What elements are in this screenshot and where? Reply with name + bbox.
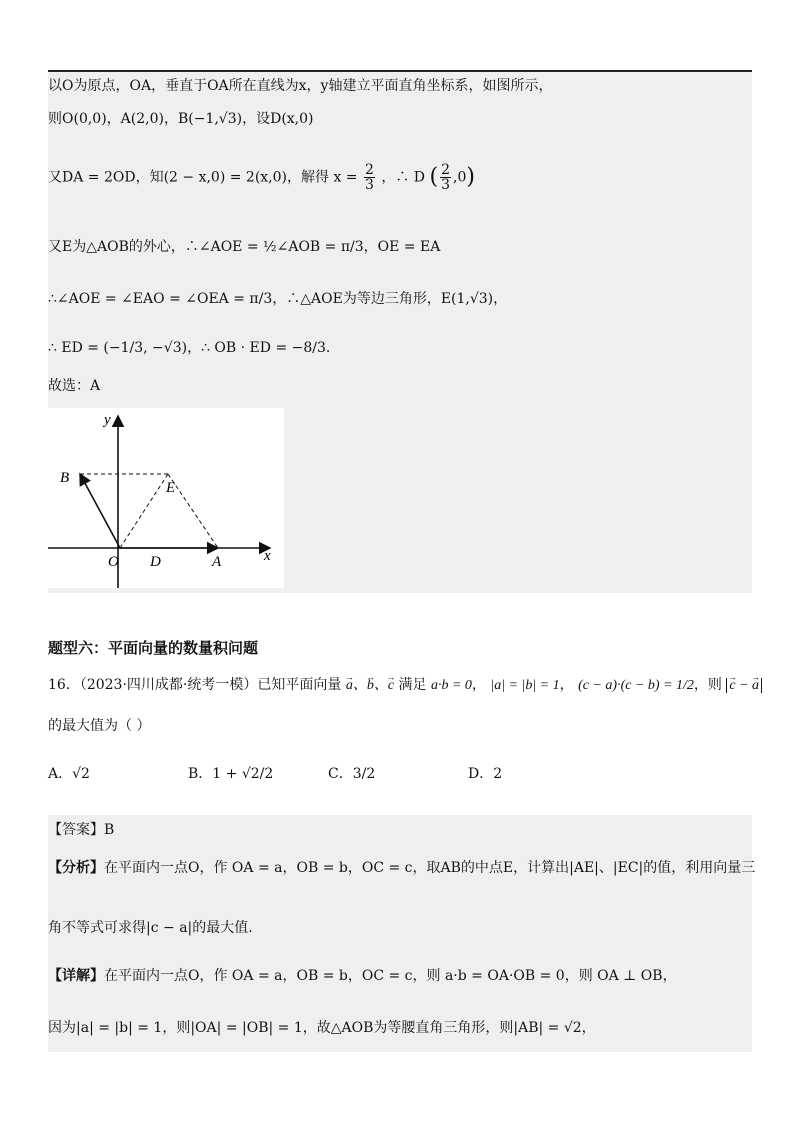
solution-line-5: ∴∠AOE = ∠EAO = ∠OEA = π/3，∴△AOE为等边三角形，E(1,√3)， xyxy=(48,291,508,307)
vector-ob xyxy=(80,474,120,548)
question-text-c: ，则 xyxy=(693,677,722,693)
fraction-numerator: 2 xyxy=(441,162,451,178)
solution-line-2: 则O(0,0)，A(2,0)，B(−1,√3)，设D(x,0) xyxy=(48,111,314,127)
question-line-2: 的最大值为（ ） xyxy=(48,718,151,734)
solution-line-3 xyxy=(48,163,475,192)
label-d: D xyxy=(150,554,161,570)
segment-ea xyxy=(168,474,218,548)
solution-line-3-mid: ，∴ D xyxy=(381,169,426,186)
condition-2: |a| = |b| = 1 xyxy=(490,678,560,693)
option-b-label: B． xyxy=(188,766,213,782)
solution-line-1: 以O为原点，OA，垂直于OA所在直线为x，y轴建立平面直角坐标系，如图所示， xyxy=(48,78,553,94)
segment-oe xyxy=(120,474,168,548)
coordinate-figure xyxy=(48,408,284,588)
fraction-denominator: 3 xyxy=(441,177,451,193)
option-c xyxy=(328,763,375,783)
solution-line-6: ∴ ED = (−1/3, −√3)，∴ OB · ED = −8/3. xyxy=(48,340,331,356)
solution-line-3-prefix: 又DA = 2OD，知(2 − x,0) = 2(x,0)，解得 x = xyxy=(48,169,358,186)
detail-line-1 xyxy=(48,967,677,985)
option-c-value: 3/2 xyxy=(352,766,376,782)
point-d-tail: ,0 xyxy=(453,169,467,186)
option-c-label: C． xyxy=(328,766,353,782)
label-b: B xyxy=(60,470,70,486)
condition-3: (c − a)·(c − b) = 1/2 xyxy=(578,678,694,693)
fraction-denominator: 3 xyxy=(364,177,374,193)
question-number: 16． xyxy=(48,677,80,693)
label-x: x xyxy=(264,548,271,564)
paren-close: ) xyxy=(466,164,475,190)
section-heading: 题型六：平面向量的数量积问题 xyxy=(48,639,259,657)
target-expression: → c − → a xyxy=(726,678,762,693)
option-b xyxy=(188,763,273,783)
question-text-b: 满足 xyxy=(398,677,427,693)
analysis-label: 【分析】 xyxy=(48,860,104,876)
answer-label: 【答案】B xyxy=(48,822,115,838)
detail-line-2: 因为|a| = |b| = 1，则|OA| = |OB| = 1，故△AOB为等腰直角三角形，则|AB| = √2， xyxy=(48,1020,596,1036)
question-source: （2023·四川成都·统考一模） xyxy=(79,677,258,693)
option-a: A．√2 xyxy=(48,766,90,782)
vectors-abc: → a、→ b、→ c xyxy=(346,678,394,693)
detail-text-1: 在平面内一点O，作 OA = a，OB = b，OC = c，则 a·b = OA·OB = 0，则 OA ⊥ OB， xyxy=(104,968,677,984)
option-d: D．2 xyxy=(468,766,503,782)
question-line-1: 16．（2023·四川成都·统考一模）已知平面向量 → a、→ b、→ c 满足 a·b = 0， |a| = |b| = 1， (c − a)·(c − b) = 1/2，则 → c − → a xyxy=(48,676,762,695)
analysis-text-1: 在平面内一点O，作 OA = a，OB = b，OC = c，取AB的中点E，计算出|AE|、|EC|的值，利用向量三 xyxy=(104,860,756,876)
label-o: O xyxy=(108,554,119,570)
solution-line-7: 故选：A xyxy=(48,378,101,394)
question-text-a: 已知平面向量 xyxy=(257,677,342,693)
label-e: E xyxy=(166,480,176,496)
label-y: y xyxy=(104,412,111,428)
label-a: A xyxy=(212,554,222,570)
figure-svg xyxy=(48,408,284,588)
analysis-line-2: 角不等式可求得|c − a|的最大值. xyxy=(48,920,253,936)
condition-1: a·b = 0 xyxy=(430,678,472,693)
option-b-value: 1 + √2/2 xyxy=(212,766,274,782)
paren-open: ( xyxy=(429,164,439,190)
detail-label: 【详解】 xyxy=(48,968,104,984)
analysis-line-1 xyxy=(48,859,755,877)
fraction-numerator: 2 xyxy=(364,162,374,178)
solution-line-3-fraction xyxy=(364,163,375,192)
solution-line-4: 又E为△AOB的外心，∴∠AOE = ½∠AOB = π/3，OE = EA xyxy=(48,239,441,255)
point-d-fraction xyxy=(440,163,451,192)
